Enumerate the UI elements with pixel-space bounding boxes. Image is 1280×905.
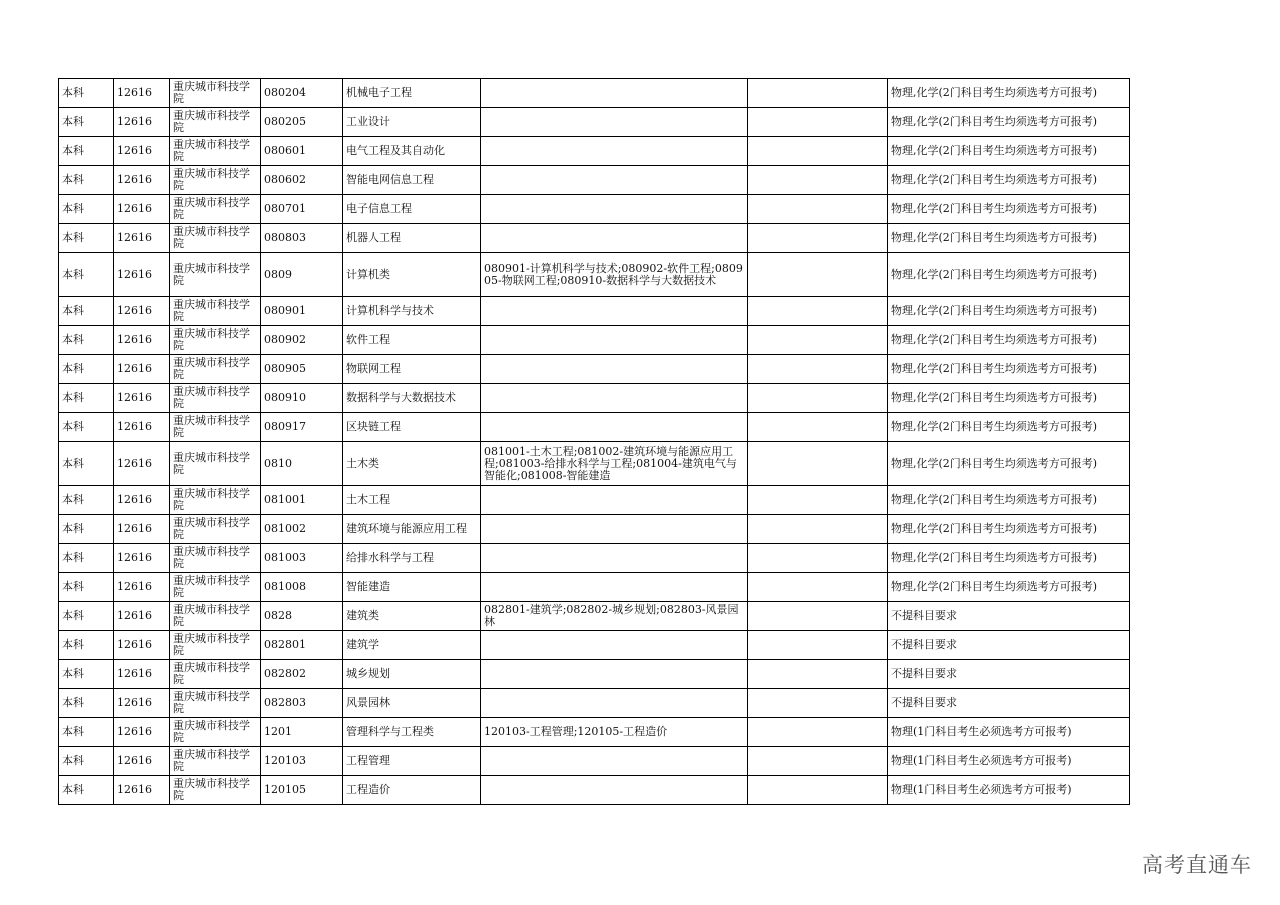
cell-major-code: 081003 [261, 544, 343, 573]
cell-included-majors: 081001-土木工程;081002-建筑环境与能源应用工程;081003-给排水科学与工程;081004-建筑电气与智能化;081008-智能建造 [481, 442, 748, 486]
cell-school-name: 重庆城市科技学院 [170, 137, 261, 166]
cell-subject-requirement: 物理,化学(2门科目考生均须选考方可报考) [888, 224, 1130, 253]
cell-major-name: 土木类 [343, 442, 481, 486]
cell-included-majors: 080901-计算机科学与技术;080902-软件工程;080905-物联网工程;080910-数据科学与大数据技术 [481, 253, 748, 297]
cell-school-code: 12616 [114, 631, 170, 660]
cell-note [748, 573, 888, 602]
cell-school-name: 重庆城市科技学院 [170, 355, 261, 384]
cell-included-majors [481, 326, 748, 355]
cell-subject-requirement: 不提科目要求 [888, 631, 1130, 660]
cell-school-name: 重庆城市科技学院 [170, 747, 261, 776]
cell-school-name: 重庆城市科技学院 [170, 573, 261, 602]
cell-included-majors [481, 79, 748, 108]
cell-major-name: 土木工程 [343, 486, 481, 515]
cell-included-majors [481, 747, 748, 776]
cell-note [748, 297, 888, 326]
table-row [59, 689, 1130, 718]
cell-level: 本科 [59, 718, 114, 747]
cell-major-code: 080204 [261, 79, 343, 108]
cell-level: 本科 [59, 413, 114, 442]
cell-school-name: 重庆城市科技学院 [170, 384, 261, 413]
cell-note [748, 224, 888, 253]
cell-note [748, 195, 888, 224]
cell-level: 本科 [59, 297, 114, 326]
cell-school-code: 12616 [114, 602, 170, 631]
table-body [59, 79, 1130, 805]
cell-subject-requirement: 物理,化学(2门科目考生均须选考方可报考) [888, 108, 1130, 137]
cell-note [748, 776, 888, 805]
cell-major-name: 工业设计 [343, 108, 481, 137]
cell-level: 本科 [59, 326, 114, 355]
cell-school-code: 12616 [114, 660, 170, 689]
cell-level: 本科 [59, 660, 114, 689]
table-row [59, 384, 1130, 413]
cell-school-code: 12616 [114, 79, 170, 108]
cell-school-code: 12616 [114, 108, 170, 137]
cell-level: 本科 [59, 166, 114, 195]
cell-major-code: 081001 [261, 486, 343, 515]
cell-major-code: 080803 [261, 224, 343, 253]
cell-major-code: 080602 [261, 166, 343, 195]
cell-subject-requirement: 物理,化学(2门科目考生均须选考方可报考) [888, 137, 1130, 166]
cell-major-name: 建筑环境与能源应用工程 [343, 515, 481, 544]
cell-included-majors: 082801-建筑学;082802-城乡规划;082803-风景园林 [481, 602, 748, 631]
cell-level: 本科 [59, 108, 114, 137]
cell-note [748, 79, 888, 108]
cell-school-name: 重庆城市科技学院 [170, 544, 261, 573]
cell-major-code: 120103 [261, 747, 343, 776]
cell-school-name: 重庆城市科技学院 [170, 195, 261, 224]
cell-included-majors [481, 573, 748, 602]
cell-included-majors [481, 544, 748, 573]
cell-note [748, 442, 888, 486]
cell-subject-requirement: 物理,化学(2门科目考生均须选考方可报考) [888, 544, 1130, 573]
table-row [59, 718, 1130, 747]
cell-subject-requirement: 物理,化学(2门科目考生均须选考方可报考) [888, 573, 1130, 602]
cell-subject-requirement: 物理,化学(2门科目考生均须选考方可报考) [888, 486, 1130, 515]
cell-major-name: 管理科学与工程类 [343, 718, 481, 747]
cell-note [748, 718, 888, 747]
cell-subject-requirement: 物理,化学(2门科目考生均须选考方可报考) [888, 326, 1130, 355]
cell-school-code: 12616 [114, 326, 170, 355]
cell-note [748, 486, 888, 515]
watermark-text: 高考直通车 [1142, 853, 1252, 877]
cell-major-name: 风景园林 [343, 689, 481, 718]
cell-school-name: 重庆城市科技学院 [170, 79, 261, 108]
cell-level: 本科 [59, 355, 114, 384]
cell-included-majors [481, 355, 748, 384]
cell-school-code: 12616 [114, 253, 170, 297]
cell-major-code: 080601 [261, 137, 343, 166]
cell-subject-requirement: 物理(1门科目考生必须选考方可报考) [888, 776, 1130, 805]
cell-included-majors: 120103-工程管理;120105-工程造价 [481, 718, 748, 747]
cell-school-name: 重庆城市科技学院 [170, 631, 261, 660]
cell-school-name: 重庆城市科技学院 [170, 718, 261, 747]
cell-major-code: 0810 [261, 442, 343, 486]
cell-major-name: 计算机类 [343, 253, 481, 297]
cell-included-majors [481, 776, 748, 805]
cell-school-code: 12616 [114, 297, 170, 326]
cell-school-code: 12616 [114, 718, 170, 747]
cell-included-majors [481, 297, 748, 326]
cell-school-code: 12616 [114, 515, 170, 544]
cell-subject-requirement: 物理,化学(2门科目考生均须选考方可报考) [888, 413, 1130, 442]
cell-major-name: 物联网工程 [343, 355, 481, 384]
cell-school-name: 重庆城市科技学院 [170, 660, 261, 689]
cell-major-code: 082801 [261, 631, 343, 660]
cell-school-code: 12616 [114, 573, 170, 602]
cell-school-name: 重庆城市科技学院 [170, 253, 261, 297]
cell-school-name: 重庆城市科技学院 [170, 108, 261, 137]
cell-included-majors [481, 384, 748, 413]
table-row [59, 224, 1130, 253]
table-row [59, 486, 1130, 515]
cell-school-name: 重庆城市科技学院 [170, 776, 261, 805]
cell-level: 本科 [59, 253, 114, 297]
table-row [59, 355, 1130, 384]
subject-requirements-table [58, 78, 1130, 805]
cell-major-code: 082803 [261, 689, 343, 718]
cell-level: 本科 [59, 602, 114, 631]
cell-note [748, 413, 888, 442]
cell-level: 本科 [59, 776, 114, 805]
cell-subject-requirement: 物理,化学(2门科目考生均须选考方可报考) [888, 166, 1130, 195]
cell-major-name: 工程造价 [343, 776, 481, 805]
table-row [59, 195, 1130, 224]
cell-major-code: 081008 [261, 573, 343, 602]
table-row [59, 747, 1130, 776]
cell-included-majors [481, 137, 748, 166]
cell-included-majors [481, 224, 748, 253]
cell-subject-requirement: 不提科目要求 [888, 689, 1130, 718]
cell-note [748, 660, 888, 689]
table-row [59, 660, 1130, 689]
cell-note [748, 602, 888, 631]
cell-major-name: 工程管理 [343, 747, 481, 776]
cell-school-name: 重庆城市科技学院 [170, 602, 261, 631]
table-row [59, 602, 1130, 631]
cell-school-code: 12616 [114, 137, 170, 166]
cell-school-name: 重庆城市科技学院 [170, 297, 261, 326]
cell-major-code: 080701 [261, 195, 343, 224]
cell-major-name: 建筑学 [343, 631, 481, 660]
cell-note [748, 137, 888, 166]
cell-level: 本科 [59, 486, 114, 515]
cell-major-name: 区块链工程 [343, 413, 481, 442]
cell-school-code: 12616 [114, 486, 170, 515]
cell-major-name: 机器人工程 [343, 224, 481, 253]
cell-school-code: 12616 [114, 544, 170, 573]
cell-major-code: 080917 [261, 413, 343, 442]
cell-level: 本科 [59, 442, 114, 486]
cell-school-name: 重庆城市科技学院 [170, 515, 261, 544]
cell-major-name: 给排水科学与工程 [343, 544, 481, 573]
cell-level: 本科 [59, 544, 114, 573]
cell-school-code: 12616 [114, 413, 170, 442]
cell-subject-requirement: 物理,化学(2门科目考生均须选考方可报考) [888, 79, 1130, 108]
table-row [59, 544, 1130, 573]
cell-school-name: 重庆城市科技学院 [170, 413, 261, 442]
cell-school-name: 重庆城市科技学院 [170, 224, 261, 253]
cell-note [748, 355, 888, 384]
table-row [59, 573, 1130, 602]
cell-included-majors [481, 413, 748, 442]
cell-level: 本科 [59, 631, 114, 660]
cell-included-majors [481, 689, 748, 718]
cell-included-majors [481, 166, 748, 195]
cell-school-code: 12616 [114, 689, 170, 718]
cell-major-code: 080905 [261, 355, 343, 384]
cell-level: 本科 [59, 224, 114, 253]
cell-note [748, 747, 888, 776]
table-row [59, 326, 1130, 355]
cell-note [748, 166, 888, 195]
cell-level: 本科 [59, 195, 114, 224]
cell-major-name: 智能建造 [343, 573, 481, 602]
cell-major-code: 1201 [261, 718, 343, 747]
cell-school-code: 12616 [114, 384, 170, 413]
cell-school-code: 12616 [114, 166, 170, 195]
cell-major-code: 080910 [261, 384, 343, 413]
cell-note [748, 689, 888, 718]
cell-major-name: 智能电网信息工程 [343, 166, 481, 195]
cell-subject-requirement: 物理(1门科目考生必须选考方可报考) [888, 718, 1130, 747]
table-row [59, 79, 1130, 108]
cell-subject-requirement: 不提科目要求 [888, 660, 1130, 689]
table-row [59, 442, 1130, 486]
cell-school-name: 重庆城市科技学院 [170, 442, 261, 486]
cell-major-code: 082802 [261, 660, 343, 689]
cell-school-name: 重庆城市科技学院 [170, 166, 261, 195]
cell-major-code: 080901 [261, 297, 343, 326]
cell-included-majors [481, 515, 748, 544]
cell-major-name: 计算机科学与技术 [343, 297, 481, 326]
cell-level: 本科 [59, 515, 114, 544]
cell-school-code: 12616 [114, 776, 170, 805]
cell-school-name: 重庆城市科技学院 [170, 326, 261, 355]
table-row [59, 297, 1130, 326]
table-row [59, 166, 1130, 195]
cell-school-code: 12616 [114, 355, 170, 384]
cell-school-code: 12616 [114, 224, 170, 253]
cell-subject-requirement: 物理,化学(2门科目考生均须选考方可报考) [888, 253, 1130, 297]
cell-subject-requirement: 物理,化学(2门科目考生均须选考方可报考) [888, 442, 1130, 486]
cell-subject-requirement: 物理(1门科目考生必须选考方可报考) [888, 747, 1130, 776]
cell-major-code: 080205 [261, 108, 343, 137]
cell-school-name: 重庆城市科技学院 [170, 689, 261, 718]
table-row [59, 631, 1130, 660]
cell-note [748, 631, 888, 660]
cell-included-majors [481, 108, 748, 137]
cell-school-code: 12616 [114, 195, 170, 224]
cell-major-name: 电气工程及其自动化 [343, 137, 481, 166]
cell-level: 本科 [59, 573, 114, 602]
cell-major-name: 机械电子工程 [343, 79, 481, 108]
cell-included-majors [481, 486, 748, 515]
cell-note [748, 326, 888, 355]
cell-level: 本科 [59, 384, 114, 413]
cell-subject-requirement: 物理,化学(2门科目考生均须选考方可报考) [888, 195, 1130, 224]
cell-school-name: 重庆城市科技学院 [170, 486, 261, 515]
cell-major-code: 080902 [261, 326, 343, 355]
table-row [59, 776, 1130, 805]
cell-note [748, 108, 888, 137]
table-row [59, 253, 1130, 297]
cell-major-name: 城乡规划 [343, 660, 481, 689]
cell-level: 本科 [59, 689, 114, 718]
cell-note [748, 384, 888, 413]
cell-school-code: 12616 [114, 747, 170, 776]
table-row [59, 137, 1130, 166]
cell-major-code: 081002 [261, 515, 343, 544]
cell-major-name: 电子信息工程 [343, 195, 481, 224]
table-row [59, 413, 1130, 442]
cell-major-name: 软件工程 [343, 326, 481, 355]
cell-included-majors [481, 195, 748, 224]
cell-subject-requirement: 物理,化学(2门科目考生均须选考方可报考) [888, 355, 1130, 384]
cell-note [748, 253, 888, 297]
cell-subject-requirement: 物理,化学(2门科目考生均须选考方可报考) [888, 297, 1130, 326]
cell-note [748, 544, 888, 573]
cell-level: 本科 [59, 747, 114, 776]
cell-note [748, 515, 888, 544]
cell-major-code: 0828 [261, 602, 343, 631]
cell-major-name: 建筑类 [343, 602, 481, 631]
cell-subject-requirement: 物理,化学(2门科目考生均须选考方可报考) [888, 384, 1130, 413]
cell-major-code: 120105 [261, 776, 343, 805]
cell-subject-requirement: 物理,化学(2门科目考生均须选考方可报考) [888, 515, 1130, 544]
cell-level: 本科 [59, 137, 114, 166]
cell-school-code: 12616 [114, 442, 170, 486]
table-row [59, 515, 1130, 544]
cell-level: 本科 [59, 79, 114, 108]
cell-subject-requirement: 不提科目要求 [888, 602, 1130, 631]
cell-major-name: 数据科学与大数据技术 [343, 384, 481, 413]
cell-included-majors [481, 631, 748, 660]
cell-included-majors [481, 660, 748, 689]
table-row [59, 108, 1130, 137]
cell-major-code: 0809 [261, 253, 343, 297]
